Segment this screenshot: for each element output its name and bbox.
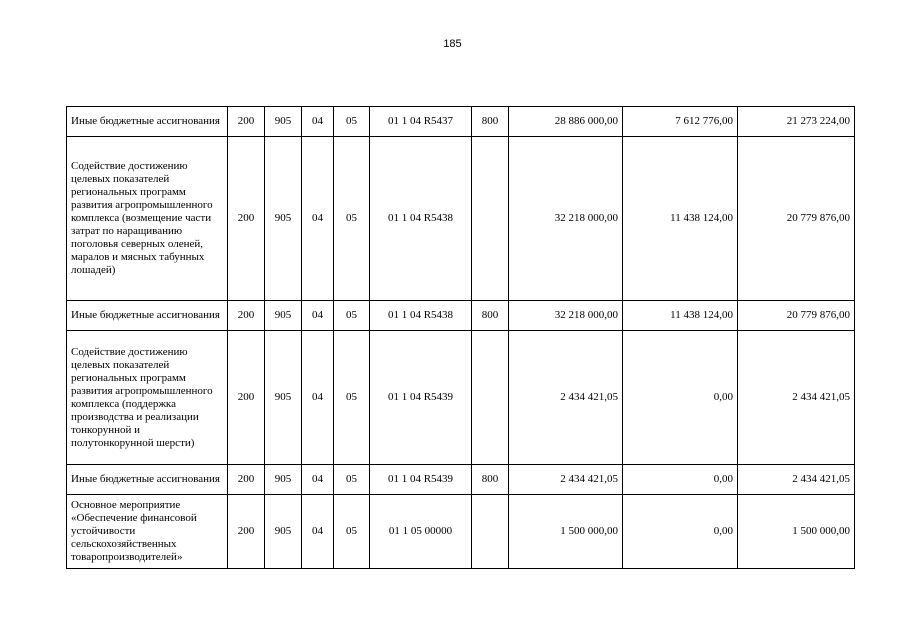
budget-item-name: Содействие достижению целевых показателей региональных программ развития агропромышленного комплекса (поддержка производства и реализации тонкорунной и полутонкорунной шерсти) [67,331,228,465]
subsection-code-cell: 05 [334,465,370,495]
section-code-cell: 04 [302,465,334,495]
ministry-code-cell: 905 [265,331,302,465]
federal-amount-cell: 11 438 124,00 [623,137,738,301]
regional-amount-cell: 2 434 421,05 [738,465,855,495]
column-200-cell: 200 [228,301,265,331]
column-200-cell: 200 [228,331,265,465]
expense-type-cell: 800 [472,107,509,137]
federal-amount-cell: 11 438 124,00 [623,301,738,331]
regional-amount-cell: 21 273 224,00 [738,107,855,137]
total-amount-cell: 2 434 421,05 [509,331,623,465]
ministry-code-cell: 905 [265,495,302,569]
target-article-cell: 01 1 04 R5439 [370,465,472,495]
federal-amount-cell: 0,00 [623,495,738,569]
regional-amount-cell: 20 779 876,00 [738,301,855,331]
expense-type-cell [472,137,509,301]
regional-amount-cell: 20 779 876,00 [738,137,855,301]
budget-table [66,106,855,569]
budget-item-name: Иные бюджетные ассигнования [67,301,228,331]
page-number: 185 [443,38,462,50]
target-article-cell: 01 1 04 R5438 [370,301,472,331]
expense-type-cell [472,495,509,569]
total-amount-cell: 1 500 000,00 [509,495,623,569]
table-body [67,107,855,569]
subsection-code-cell: 05 [334,495,370,569]
column-200-cell: 200 [228,495,265,569]
budget-item-name: Содействие достижению целевых показателей региональных программ развития агропромышленного комплекса (возмещение части затрат по наращиванию поголовья северных оленей, маралов и мясных табунных лошадей) [67,137,228,301]
regional-amount-cell: 2 434 421,05 [738,331,855,465]
total-amount-cell: 28 886 000,00 [509,107,623,137]
budget-item-name: Иные бюджетные ассигнования [67,107,228,137]
federal-amount-cell: 0,00 [623,331,738,465]
section-code-cell: 04 [302,301,334,331]
subsection-code-cell: 05 [334,137,370,301]
section-code-cell: 04 [302,495,334,569]
total-amount-cell: 2 434 421,05 [509,465,623,495]
ministry-code-cell: 905 [265,465,302,495]
target-article-cell: 01 1 04 R5438 [370,137,472,301]
subsection-code-cell: 05 [334,107,370,137]
column-200-cell: 200 [228,107,265,137]
target-article-cell: 01 1 04 R5439 [370,331,472,465]
table-row [67,331,855,465]
federal-amount-cell: 0,00 [623,465,738,495]
total-amount-cell: 32 218 000,00 [509,137,623,301]
ministry-code-cell: 905 [265,137,302,301]
budget-item-name: Основное мероприятие «Обеспечение финансовой устойчивости сельскохозяйственных товаропроизводителей» [67,495,228,569]
section-code-cell: 04 [302,137,334,301]
column-200-cell: 200 [228,465,265,495]
subsection-code-cell: 05 [334,331,370,465]
ministry-code-cell: 905 [265,301,302,331]
section-code-cell: 04 [302,107,334,137]
expense-type-cell [472,331,509,465]
expense-type-cell: 800 [472,465,509,495]
table-row [67,495,855,569]
ministry-code-cell: 905 [265,107,302,137]
table-row [67,137,855,301]
section-code-cell: 04 [302,331,334,465]
table-row [67,465,855,495]
regional-amount-cell: 1 500 000,00 [738,495,855,569]
expense-type-cell: 800 [472,301,509,331]
budget-item-name: Иные бюджетные ассигнования [67,465,228,495]
total-amount-cell: 32 218 000,00 [509,301,623,331]
federal-amount-cell: 7 612 776,00 [623,107,738,137]
target-article-cell: 01 1 05 00000 [370,495,472,569]
column-200-cell: 200 [228,137,265,301]
table-row [67,301,855,331]
target-article-cell: 01 1 04 R5437 [370,107,472,137]
subsection-code-cell: 05 [334,301,370,331]
table-row [67,107,855,137]
